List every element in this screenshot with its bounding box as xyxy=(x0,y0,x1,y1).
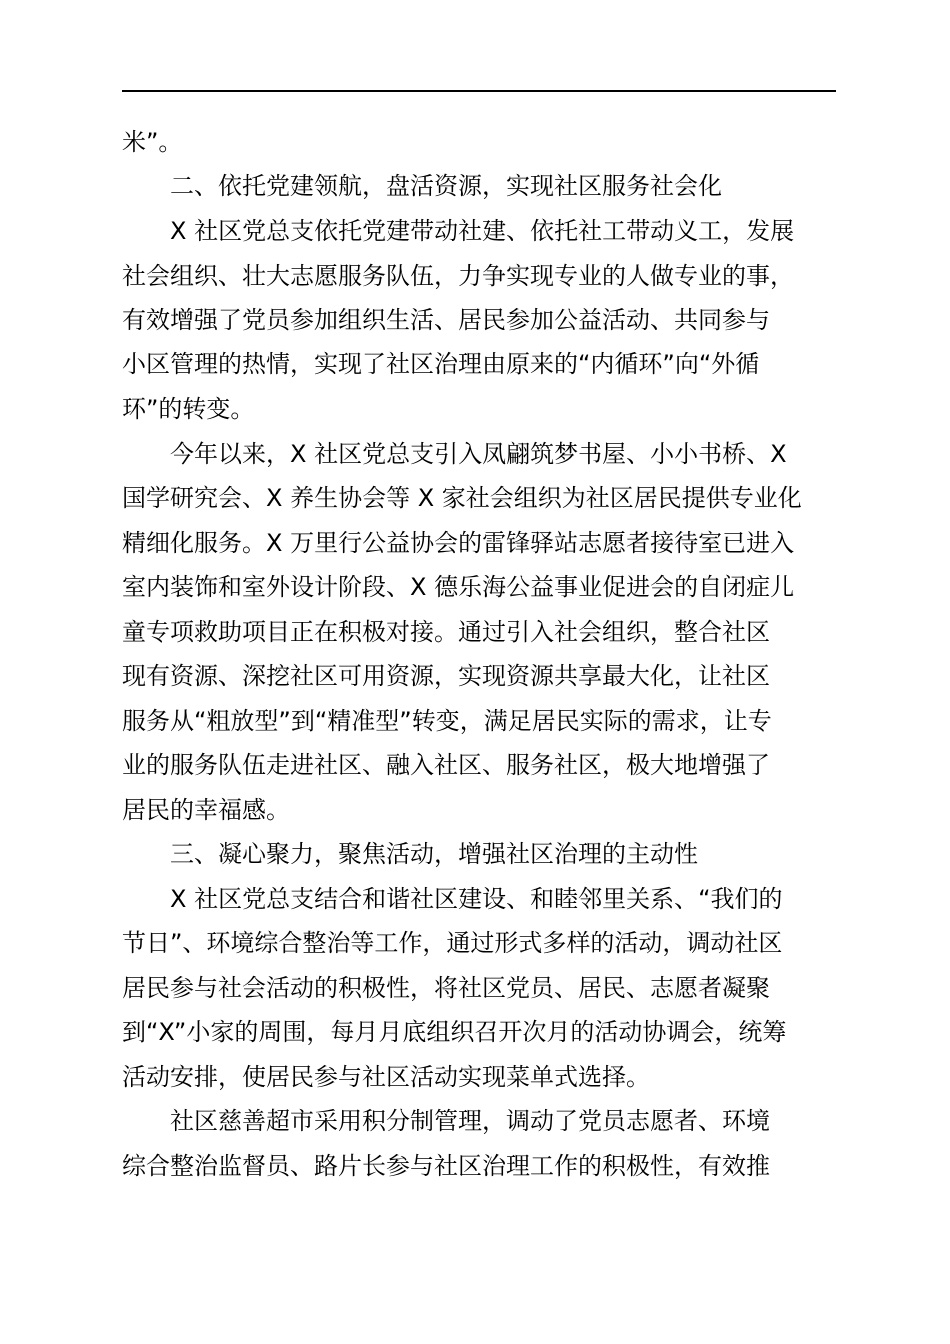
paragraph-line: 社区慈善超市采用积分制管理，调动了党员志愿者、环境 xyxy=(170,1107,770,1135)
paragraph-line: 室内装饰和室外设计阶段、X 德乐海公益事业促进会的自闭症儿 xyxy=(122,573,795,601)
paragraph-line: X 社区党总支依托党建带动社建、依托社工带动义工，发展 xyxy=(170,217,795,245)
paragraph-line: X 社区党总支结合和谐社区建设、和睦邻里关系、“我们的 xyxy=(170,885,783,913)
section-heading-3: 三、凝心聚力，聚焦活动，增强社区治理的主动性 xyxy=(170,840,698,868)
body-text-line: 米”。 xyxy=(122,128,183,156)
paragraph-line: 节日”、环境综合整治等工作，通过形式多样的活动，调动社区 xyxy=(122,929,783,957)
paragraph-line: 国学研究会、X 养生协会等 X 家社会组织为社区居民提供专业化 xyxy=(122,484,802,512)
paragraph-line: 今年以来，X 社区党总支引入凤翩筑梦书屋、小小书桥、X xyxy=(170,440,787,468)
paragraph-line: 服务从“粗放型”到“精准型”转变，满足居民实际的需求，让专 xyxy=(122,707,772,735)
paragraph-line: 活动安排，使居民参与社区活动实现菜单式选择。 xyxy=(122,1063,650,1091)
paragraph-line: 精细化服务。X 万里行公益协会的雷锋驿站志愿者接待室已进入 xyxy=(122,529,795,557)
paragraph-line: 环”的转变。 xyxy=(122,395,255,423)
paragraph-line: 童专项救助项目正在积极对接。通过引入社会组织，整合社区 xyxy=(122,618,770,646)
paragraph-line: 小区管理的热情，实现了社区治理由原来的“内循环”向“外循 xyxy=(122,350,760,378)
paragraph-line: 业的服务队伍走进社区、融入社区、服务社区，极大地增强了 xyxy=(122,751,770,779)
paragraph-line: 居民参与社会活动的积极性，将社区党员、居民、志愿者凝聚 xyxy=(122,974,770,1002)
header-rule xyxy=(122,90,836,92)
section-heading-2: 二、依托党建领航，盘活资源，实现社区服务社会化 xyxy=(170,172,722,200)
paragraph-line: 现有资源、深挖社区可用资源，实现资源共享最大化，让社区 xyxy=(122,662,770,690)
paragraph-line: 到“X”小家的周围，每月月底组织召开次月的活动协调会，统筹 xyxy=(122,1018,787,1046)
paragraph-line: 居民的幸福感。 xyxy=(122,796,290,824)
paragraph-line: 有效增强了党员参加组织生活、居民参加公益活动、共同参与 xyxy=(122,306,770,334)
paragraph-line: 综合整治监督员、路片长参与社区治理工作的积极性，有效推 xyxy=(122,1152,770,1180)
paragraph-line: 社会组织、壮大志愿服务队伍，力争实现专业的人做专业的事， xyxy=(122,262,794,290)
